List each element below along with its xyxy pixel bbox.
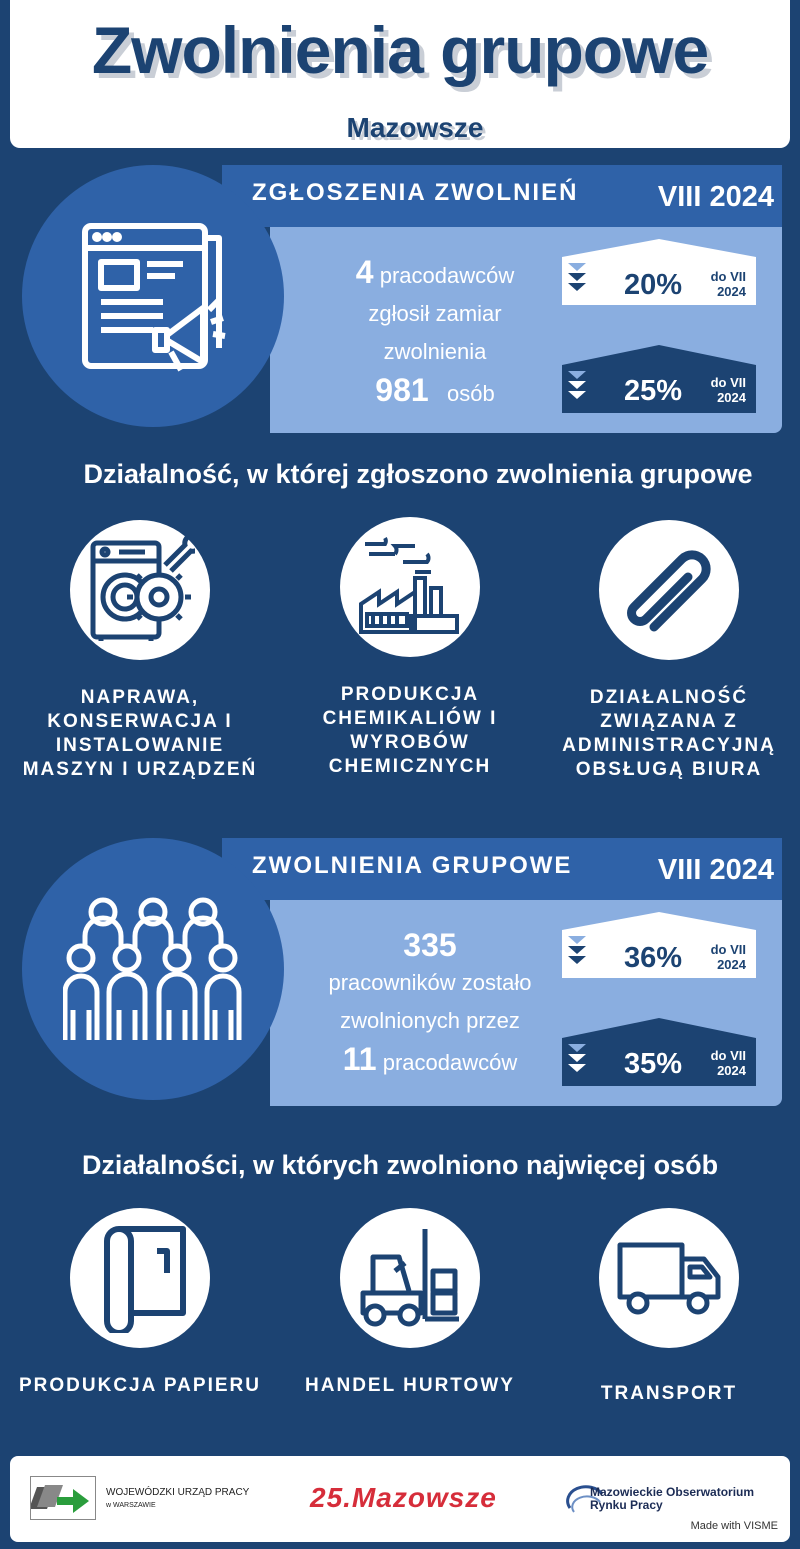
truck-icon xyxy=(614,1223,724,1333)
announcement-document-icon xyxy=(63,206,243,386)
section1-stat xyxy=(320,253,550,413)
wup-logo[interactable] xyxy=(30,1476,96,1520)
activity1-repair xyxy=(10,520,270,782)
section1-change-persons xyxy=(562,345,754,405)
section1-persons-count: 981 xyxy=(375,372,429,408)
wup-logo-text: WOJEWÓDZKI URZĄD PRACY w WARSZAWIE xyxy=(106,1487,250,1509)
page-subtitle: Mazowsze xyxy=(346,112,484,143)
section1-change1-ref: do VII 2024 xyxy=(710,269,746,299)
activity1-label: NAPRAWA, KONSERWACJA I INSTALOWANIE MASZYN I URZĄDZEŃ xyxy=(22,687,258,780)
header xyxy=(10,0,790,148)
section1-change2-ref: do VII 2024 xyxy=(710,375,746,405)
activities2-heading: Działalności, w których zwolniono najwięcej osób xyxy=(81,1150,719,1180)
washing-machine-repair-icon xyxy=(85,535,195,645)
activity2-transport xyxy=(539,1208,799,1406)
wup-logo-icon xyxy=(31,1477,95,1519)
section2-employers-label: pracodawców xyxy=(382,1050,518,1075)
activity2-paper-label: PRODUKCJA PAPIERU xyxy=(19,1375,261,1396)
observatory-logo[interactable]: Mazowieckie Obserwatorium Rynku Pracy xyxy=(590,1485,755,1512)
section2-workers-count: 335 xyxy=(403,927,457,963)
activity1-icon-circle xyxy=(340,517,480,657)
activity2-icon-circle xyxy=(340,1208,480,1348)
activity2-icon-circle xyxy=(70,1208,210,1348)
group-of-people-icon xyxy=(63,894,243,1044)
section1-employers-label: pracodawców xyxy=(379,263,515,288)
activity2-wholesale-label: HANDEL HURTOWY xyxy=(305,1375,515,1396)
paper-roll-icon xyxy=(85,1223,195,1333)
section2-stat xyxy=(300,926,560,1082)
section1-change2-value: 25% xyxy=(624,375,683,407)
section1-employers-count: 4 xyxy=(355,254,374,290)
section2-change2-ref: do VII 2024 xyxy=(710,1048,746,1078)
section2-line2: pracowników zostało xyxy=(328,970,532,995)
forklift-icon xyxy=(355,1223,465,1333)
section2-change-workers xyxy=(562,912,754,972)
footer xyxy=(10,1456,790,1542)
activity1-office xyxy=(539,520,799,782)
section2-icon-circle xyxy=(22,838,284,1100)
section1-period: VIII 2024 xyxy=(657,181,774,213)
section2-change2-value: 35% xyxy=(624,1048,683,1080)
section1-change1-value: 20% xyxy=(624,269,683,301)
activity2-paper xyxy=(10,1208,270,1398)
activity1-icon-circle xyxy=(70,520,210,660)
activity1-chemicals xyxy=(280,517,540,779)
section1-banner-label: ZGŁOSZENIA ZWOLNIEŃ xyxy=(252,179,579,206)
section1-change-employers xyxy=(562,239,754,299)
page-title: Zwolnienia grupowe xyxy=(91,13,709,87)
section2-change1-ref: do VII 2024 xyxy=(710,942,746,972)
paperclip-icon xyxy=(614,535,724,645)
activity3-label: DZIAŁALNOŚĆ ZWIĄZANA Z ADMINISTRACYJNĄ OBSŁUGĄ BIURA xyxy=(562,687,776,780)
section1-persons-label: osób xyxy=(447,381,495,406)
mazowsze-logo[interactable]: 25.Mazowsze xyxy=(310,1482,497,1513)
activity2-label: PRODUKCJA CHEMIKALIÓW I WYROBÓW CHEMICZNYCH xyxy=(322,684,498,777)
activities1-heading: Działalność, w której zgłoszono zwolnienia grupowe xyxy=(83,459,753,489)
section2-line3: zwolnionych przez xyxy=(340,1008,520,1033)
section2-change-employers xyxy=(562,1018,754,1078)
activity2-wholesale xyxy=(280,1208,540,1398)
made-with-visme[interactable]: Made with VISME xyxy=(690,1520,778,1532)
activity1-icon-circle xyxy=(599,520,739,660)
section-notifications xyxy=(0,165,800,445)
section-layoffs xyxy=(0,838,800,1118)
section1-line2: zgłosił zamiar xyxy=(368,301,502,326)
section2-employers-count: 11 xyxy=(342,1041,377,1077)
factory-icon xyxy=(355,532,465,642)
section1-icon-circle xyxy=(22,165,284,427)
activity2-transport-label: TRANSPORT xyxy=(600,1383,738,1404)
section2-change1-value: 36% xyxy=(624,942,683,974)
section2-banner-label: ZWOLNIENIA GRUPOWE xyxy=(252,852,573,879)
activity2-icon-circle xyxy=(599,1208,739,1348)
section1-line3: zwolnienia xyxy=(383,339,487,364)
section2-period: VIII 2024 xyxy=(657,854,774,886)
